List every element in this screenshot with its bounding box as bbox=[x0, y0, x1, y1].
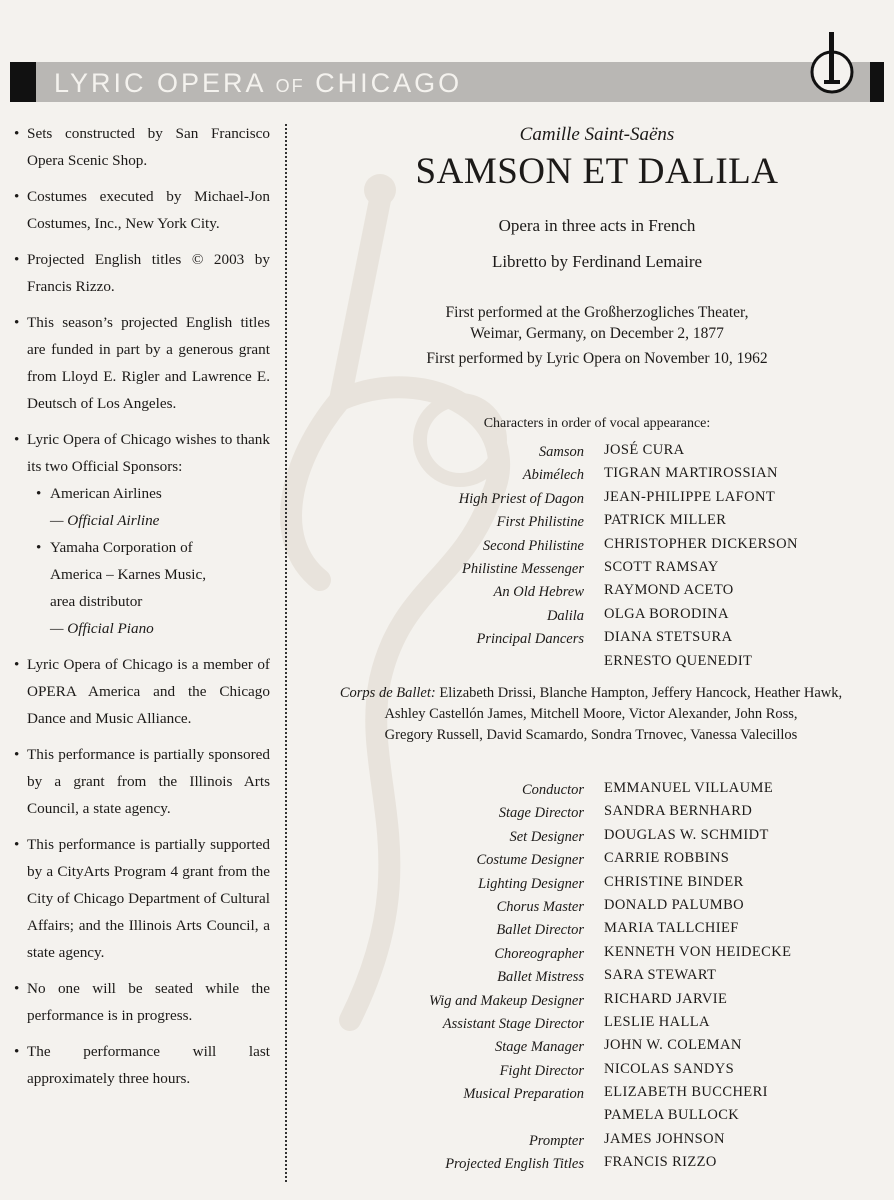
cast-row bbox=[300, 629, 894, 652]
role: Wig and Makeup Designer bbox=[428, 992, 584, 1009]
role: Principal Dancers bbox=[476, 631, 584, 648]
cast-row bbox=[300, 653, 894, 676]
librettist: Libretto by Ferdinand Lemaire bbox=[491, 252, 703, 271]
role: Set Designer bbox=[509, 828, 584, 845]
note-item: • This performance is partially sponsored by a grant from the Illinois Arts Council, a state agency. bbox=[14, 741, 270, 822]
crew-row bbox=[300, 991, 894, 1014]
role: Dalila bbox=[546, 607, 584, 624]
corps-line: Elizabeth Drissi, Blanche Hampton, Jeffery Hancock, Heather Hawk, bbox=[435, 685, 843, 701]
crew-row bbox=[300, 874, 894, 897]
person: CARRIE ROBBINS bbox=[604, 850, 730, 867]
person: DONALD PALUMBO bbox=[604, 896, 745, 913]
person: SARA STEWART bbox=[604, 967, 717, 984]
corps-label: Corps de Ballet: bbox=[339, 685, 436, 701]
performer: SCOTT RAMSAY bbox=[604, 558, 719, 575]
performer: ERNESTO QUENEDIT bbox=[604, 652, 753, 669]
role: Prompter bbox=[528, 1132, 584, 1149]
crew-row bbox=[300, 944, 894, 967]
cast-list bbox=[300, 442, 894, 676]
cast-row bbox=[300, 512, 894, 535]
role: Samson bbox=[538, 444, 584, 460]
lyric-opera-logo-icon bbox=[806, 28, 858, 96]
header-bar bbox=[10, 62, 884, 102]
sponsor-note: — Official Piano bbox=[50, 620, 154, 637]
role: First Philistine bbox=[496, 514, 584, 531]
corps-de-ballet bbox=[288, 683, 894, 746]
notes-column bbox=[14, 120, 270, 1101]
note-item: • Costumes executed by Michael-Jon Costumes, Inc., New York City. bbox=[14, 183, 270, 237]
crew-row bbox=[300, 1084, 894, 1107]
person: ELIZABETH BUCCHERI bbox=[604, 1084, 768, 1101]
person: MARIA TALLCHIEF bbox=[604, 920, 739, 937]
person: DOUGLAS W. SCHMIDT bbox=[604, 826, 769, 843]
performer: DIANA STETSURA bbox=[604, 629, 733, 646]
role: Stage Manager bbox=[495, 1039, 584, 1056]
header-title-of: OF bbox=[275, 76, 305, 96]
column-divider bbox=[285, 124, 287, 1182]
role: Stage Director bbox=[498, 805, 584, 822]
cast-row bbox=[300, 536, 894, 559]
person: PAMELA BULLOCK bbox=[604, 1107, 740, 1124]
role: Choreographer bbox=[494, 945, 584, 962]
composer: Camille Saint-Saëns bbox=[519, 124, 675, 145]
role: Philistine Messenger bbox=[461, 560, 584, 577]
world-premiere bbox=[300, 302, 894, 344]
person: LESLIE HALLA bbox=[604, 1013, 710, 1030]
header-right-block bbox=[870, 62, 884, 102]
performer: RAYMOND ACETO bbox=[604, 582, 734, 599]
crew-row bbox=[300, 780, 894, 803]
crew-list bbox=[300, 780, 894, 1178]
role: Musical Preparation bbox=[463, 1086, 584, 1103]
role: High Priest of Dagon bbox=[458, 490, 584, 507]
crew-row bbox=[300, 803, 894, 826]
corps-line: Ashley Castellón James, Mitchell Moore, Victor Alexander, John Ross, bbox=[384, 706, 798, 722]
role: Second Philistine bbox=[482, 537, 584, 554]
sponsor-note: — Official Airline bbox=[50, 512, 160, 529]
crew-row bbox=[300, 850, 894, 873]
role: An Old Hebrew bbox=[493, 584, 584, 601]
crew-row bbox=[300, 1154, 894, 1177]
header-title-part1: LYRIC OPERA bbox=[54, 68, 266, 98]
note-item: • The performance will last approximately three hours. bbox=[14, 1038, 270, 1092]
crew-row bbox=[300, 967, 894, 990]
note-item: • Lyric Opera of Chicago is a member of OPERA America and the Chicago Dance and Music Alliance. bbox=[14, 651, 270, 732]
crew-row bbox=[300, 1107, 894, 1130]
opera-subtitle: Opera in three acts in French bbox=[498, 216, 696, 235]
cast-row bbox=[300, 559, 894, 582]
role: Abimélech bbox=[522, 467, 584, 484]
note-item: • Sets constructed by San Francisco Opera Scenic Shop. bbox=[14, 120, 270, 174]
crew-row bbox=[300, 920, 894, 943]
person: SANDRA BERNHARD bbox=[604, 803, 753, 820]
note-item: • Lyric Opera of Chicago wishes to thank its two Official Sponsors: bbox=[14, 426, 270, 480]
corps-line: Gregory Russell, David Scamardo, Sondra Trnovec, Vanessa Valecillos bbox=[384, 727, 798, 743]
cast-row bbox=[300, 606, 894, 629]
characters-heading: Characters in order of vocal appearance: bbox=[483, 416, 711, 431]
role: Projected English Titles bbox=[445, 1156, 584, 1173]
note-item: • This season’s projected English titles are funded in part by a generous grant from Lloyd E. Rigler and Lawrence E. Deutsch of Los Angeles. bbox=[14, 309, 270, 417]
role: Fight Director bbox=[499, 1062, 584, 1079]
person: FRANCIS RIZZO bbox=[604, 1154, 717, 1171]
performer: TIGRAN MARTIROSSIAN bbox=[604, 465, 778, 482]
role: Costume Designer bbox=[476, 852, 584, 869]
crew-row bbox=[300, 827, 894, 850]
premiere-line: First performed at the Großherzogliches Theater, bbox=[445, 304, 749, 321]
premiere-line: Weimar, Germany, on December 2, 1877 bbox=[470, 325, 724, 342]
crew-row bbox=[300, 1131, 894, 1154]
performer: JOSÉ CURA bbox=[604, 442, 685, 458]
role: Chorus Master bbox=[496, 898, 584, 915]
crew-row bbox=[300, 897, 894, 920]
person: NICOLAS SANDYS bbox=[604, 1060, 735, 1077]
crew-row bbox=[300, 1061, 894, 1084]
note-item: • No one will be seated while the performance is in progress. bbox=[14, 975, 270, 1029]
person: JAMES JOHNSON bbox=[604, 1130, 725, 1147]
sponsor-name: • American Airlines bbox=[14, 480, 270, 507]
person: EMMANUEL VILLAUME bbox=[604, 780, 774, 796]
note-item: • This performance is partially supported by a CityArts Program 4 grant from the City of Chicago Department of Cultural Affairs; and the Illinois Arts Council, a state agency. bbox=[14, 831, 270, 966]
role: Lighting Designer bbox=[478, 875, 584, 892]
crew-row bbox=[300, 1037, 894, 1060]
opera-title: SAMSON ET DALILA bbox=[415, 151, 779, 192]
cast-row bbox=[300, 465, 894, 488]
header-title-part2: CHICAGO bbox=[315, 68, 463, 98]
header-left-block bbox=[10, 62, 36, 102]
performer: CHRISTOPHER DICKERSON bbox=[604, 535, 798, 552]
cast-row bbox=[300, 582, 894, 605]
crew-row bbox=[300, 1014, 894, 1037]
person: JOHN W. COLEMAN bbox=[604, 1037, 742, 1054]
person: KENNETH VON HEIDECKE bbox=[604, 943, 792, 960]
person: RICHARD JARVIE bbox=[604, 990, 728, 1007]
note-item: • Projected English titles © 2003 by Francis Rizzo. bbox=[14, 246, 270, 300]
sponsor-name: • Yamaha Corporation of America – Karnes Music, area distributor bbox=[14, 534, 210, 615]
lyric-premiere: First performed by Lyric Opera on November 10, 1962 bbox=[426, 350, 768, 367]
header-title bbox=[54, 68, 462, 98]
person: CHRISTINE BINDER bbox=[604, 873, 744, 890]
role: Ballet Mistress bbox=[497, 969, 584, 986]
cast-row bbox=[300, 489, 894, 512]
role: Assistant Stage Director bbox=[442, 1015, 584, 1032]
performer: PATRICK MILLER bbox=[604, 512, 727, 529]
performer: JEAN-PHILIPPE LAFONT bbox=[604, 488, 776, 505]
cast-row bbox=[300, 442, 894, 465]
performer: OLGA BORODINA bbox=[604, 605, 729, 622]
role: Ballet Director bbox=[496, 922, 584, 939]
role: Conductor bbox=[521, 782, 584, 798]
